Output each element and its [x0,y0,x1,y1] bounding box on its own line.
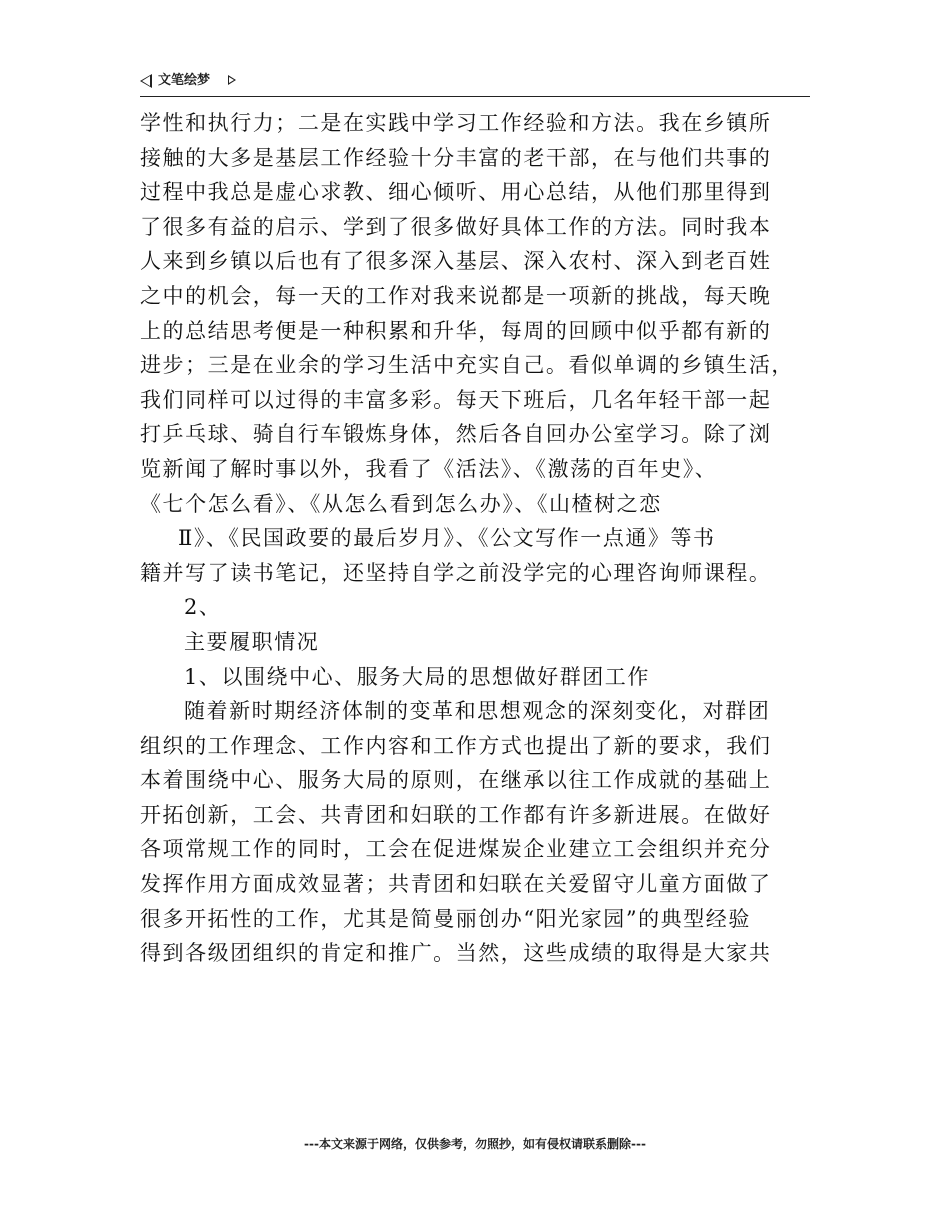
body-line: 览新闻了解时事以外，我看了《活法》、《激荡的百年史》、 [140,456,718,481]
section-heading: 主要履职情况 [184,629,320,654]
body-line: 了很多有益的启示、学到了很多做好具体工作的方法。同时我本 [140,214,772,239]
body-line: 进步；三是在业余的学习生活中充实自己。看似单调的乡镇生活， [140,353,794,378]
body-line: Ⅱ》、《民国政要的最后岁月》、《公文写作一点通》等书 [178,526,716,551]
body-line: 上的总结思考便是一种积累和升华，每周的回顾中似乎都有新的 [140,318,772,343]
page-footer: ---本文来源于网络，仅供参考，勿照抄，如有侵权请联系删除--- [304,1137,646,1151]
body-line: 发挥作用方面成效显著；共青团和妇联在关爱留守儿童方面做了 [140,872,772,897]
document-body [140,106,810,971]
subsection-heading: 1、以围绕中心、服务大局的思想做好群团工作 [184,664,650,689]
body-line: 组织的工作理念、工作内容和工作方式也提出了新的要求，我们 [140,733,772,758]
body-line: 人来到乡镇以后也有了很多深入基层、深入农村、深入到老百姓 [140,249,772,274]
body-line: 《七个怎么看》、《从怎么看到怎么办》、《山楂树之恋 [140,491,662,516]
body-line: 开拓创新，工会、共青团和妇联的工作都有许多新进展。在做好 [140,802,772,827]
header-title: 文笔绘梦 [158,73,211,88]
body-line: 学性和执行力；二是在实践中学习工作经验和方法。我在乡镇所 [140,111,772,135]
body-line: 随着新时期经济体制的变革和思想观念的深刻变化，对群团 [184,699,771,724]
body-line: 打乒乓球、骑自行车锻炼身体，然后各自回办公室学习。除了浏 [140,422,772,447]
body-line: 得到各级团组织的肯定和推广。当然，这些成绩的取得是大家共 [140,941,772,966]
page-header [140,72,810,97]
body-line: 之中的机会，每一天的工作对我来说都是一项新的挑战，每天晚 [140,283,772,308]
body-line: 籍并写了读书笔记，还坚持自学之前没学完的心理咨询师课程。 [140,560,772,585]
body-line: 很多开拓性的工作，尤其是简曼丽创办“阳光家园”的典型经验 [140,906,751,931]
body-line: 我们同样可以过得的丰富多彩。每天下班后，几名年轻干部一起 [140,387,772,412]
body-line: 过程中我总是虚心求教、细心倾听、用心总结，从他们那里得到 [140,180,772,205]
body-line: 各项常规工作的同时，工会在促进煤炭企业建立工会组织并充分 [140,837,772,862]
body-line: 本着围绕中心、服务大局的原则，在继承以往工作成就的基础上 [140,768,772,793]
body-line: 接触的大多是基层工作经验十分丰富的老干部，在与他们共事的 [140,145,772,170]
triangle-left-icon [140,74,152,88]
triangle-right-icon [228,75,236,85]
section-number: 2、 [184,595,222,620]
